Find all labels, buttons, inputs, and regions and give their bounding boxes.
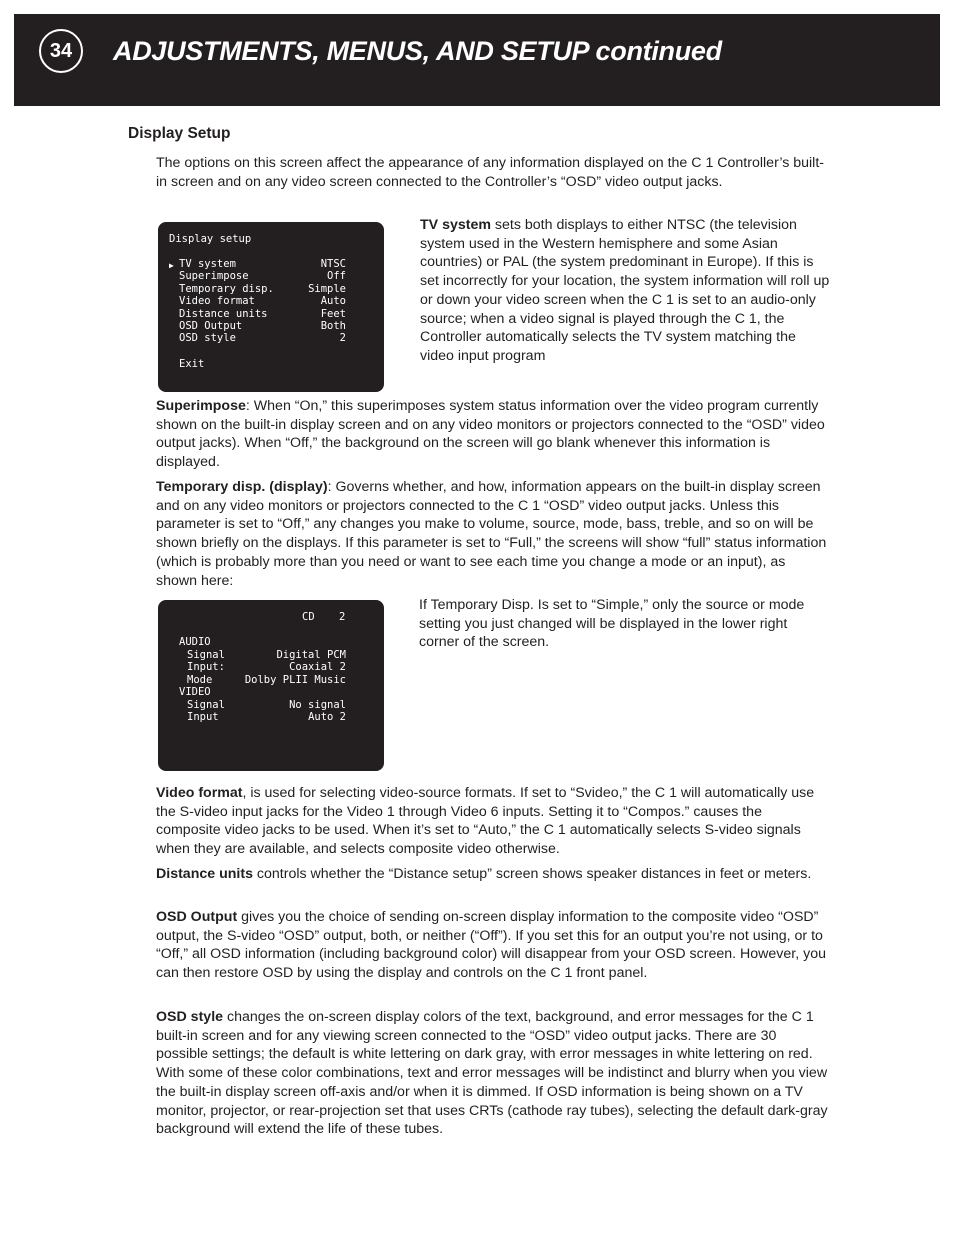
paragraph-text: controls whether the “Distance setup” screen shows speaker distances in feet or meters.	[252, 866, 812, 882]
distance-units-paragraph	[156, 865, 828, 884]
osd-title: Display setup	[169, 233, 252, 245]
osd-status-value: Dolby PLII Music	[244, 673, 346, 686]
osd-status-value: Coaxial 2	[289, 661, 346, 673]
tv-system-paragraph	[420, 216, 830, 366]
paragraph-text: , is used for selecting video-source formats. If set to “Svideo,” the C 1 will automatically use the S-video input jacks for the Video 1 through Video 6 inputs. Setting it to “Compos.” causes the composite video jacks to be used. When it’s set to “Auto,” the C 1 automatically selects S-video signals when they are available, and selects composite video otherwise.	[156, 785, 815, 858]
full-status-osd-screen	[158, 600, 384, 771]
simple-paragraph: If Temporary Disp. Is set to “Simple,” only the source or mode setting you just changed will be displayed in the lower right corner of the screen.	[419, 597, 805, 651]
term: Temporary disp. (display)	[156, 479, 328, 495]
osd-item-label: Temporary disp.	[179, 282, 274, 295]
section-title: Display Setup	[128, 125, 231, 142]
selection-arrow-icon: ▶	[169, 261, 174, 270]
osd-item-value: Simple	[308, 282, 346, 295]
osd-status-label: Signal	[187, 698, 225, 711]
superimpose-paragraph	[156, 397, 828, 472]
osd-item-value: Feet	[320, 307, 346, 320]
osd-item-label: OSD Output	[179, 320, 243, 332]
osd-item-value: Both	[320, 320, 346, 332]
paragraph-text: : When “On,” this superimposes system status information over the video program currently shown on the built-in display screen and on any video monitors or projectors connected to the “OSD” video output jacks). When “Off,” the background on the screen will go blank whenever this information is displayed.	[156, 398, 825, 471]
osd-audio-header: AUDIO	[179, 636, 211, 648]
paragraph-text: sets both displays to either NTSC (the television system used in the Western hemisphere and some Asian countries) or PAL (the system predominant in Europe). If this is set incorrectly for your location, the system information will roll up or down your video screen when the C 1 is set to an audio-only source; when a video signal is played through the C 1, the Controller automatically selects the TV system matching the video input program	[420, 217, 830, 364]
osd-item-value: NTSC	[320, 258, 346, 270]
osd-item-label: OSD style	[179, 332, 236, 345]
temporary-disp-paragraph	[156, 478, 828, 590]
term: Video format	[156, 785, 243, 801]
osd-item-label: TV system	[179, 258, 236, 270]
osd-status-value: Auto 2	[308, 711, 346, 723]
osd-status-value: No signal	[289, 698, 346, 711]
osd-item-label: Distance units	[179, 307, 268, 320]
paragraph-text: gives you the choice of sending on-screen display information to the composite video “OSD” output, the S-video “OSD” output, both, or neither (“Off”). If you set this for an output you’re not using, or to “Off,” all OSD information (including background color) will disappear from your OSD screen. However, you can then restore OSD by using the display and controls on the C 1 front panel.	[156, 909, 826, 982]
osd-exit: Exit	[179, 358, 205, 370]
paragraph-text: changes the on-screen display colors of the text, background, and error messages for the C 1 built-in screen and for any viewing screen connected to the “OSD” video output jacks. There are 30 possible settings; the default is white lettering on dark gray, with error messages in white lettering on red. With some of these color combinations, text and error messages will be indistinct and blurry when you view the built-in display screen off-axis and/or when it is dimmed. If OSD information is being shown on a TV monitor, projector, or rear-projection set that uses CRTs (cathode ray tubes), selecting the default dark-gray background will extend the life of these tubes.	[156, 1009, 828, 1138]
osd-item-value: Off	[327, 270, 346, 283]
intro-paragraph: The options on this screen affect the appearance of any information displayed on the C 1 Controller’s built-in screen and on any video screen connected to the Controller’s “OSD” video output jacks.	[156, 155, 824, 190]
display-setup-osd-screen	[158, 222, 384, 392]
osd-status-label: Signal	[187, 648, 225, 661]
term: TV system	[420, 217, 491, 233]
paragraph-text: : Governs whether, and how, information appears on the built-in display screen and on any video monitors or projectors connected to the C 1 “OSD” video output jacks. Unless this parameter is set to “Off,” any changes you make to volume, source, mode, bass, treble, and so on will be shown briefly on the displays. If this parameter is set to “Full,” the screens will show “full” status information (which is probably more than you need or want to see each time you change a mode or an input), as shown here:	[156, 479, 827, 589]
osd-item-value: 2	[339, 332, 346, 345]
term: Superimpose	[156, 398, 246, 414]
osd-output-paragraph	[156, 908, 828, 983]
osd-status-label: Mode	[187, 673, 213, 686]
osd-mode-number: 2	[339, 611, 346, 623]
osd-status-label: Input:	[187, 661, 225, 673]
osd-style-paragraph	[156, 1008, 828, 1139]
page-number-badge: 34	[39, 29, 83, 73]
osd-item-label: Video format	[179, 295, 255, 308]
osd-video-header: VIDEO	[179, 686, 211, 698]
term: Distance units	[156, 866, 253, 882]
osd-item-value: Auto	[320, 295, 346, 308]
osd-source: CD	[302, 611, 315, 623]
term: OSD style	[156, 1009, 224, 1025]
video-format-paragraph	[156, 784, 828, 859]
osd-item-label: Superimpose	[179, 270, 249, 283]
osd-status-label: Input	[187, 711, 219, 723]
page-title: ADJUSTMENTS, MENUS, AND SETUP continued	[113, 36, 722, 66]
term: OSD Output	[156, 909, 238, 925]
osd-status-value: Digital PCM	[276, 648, 346, 661]
